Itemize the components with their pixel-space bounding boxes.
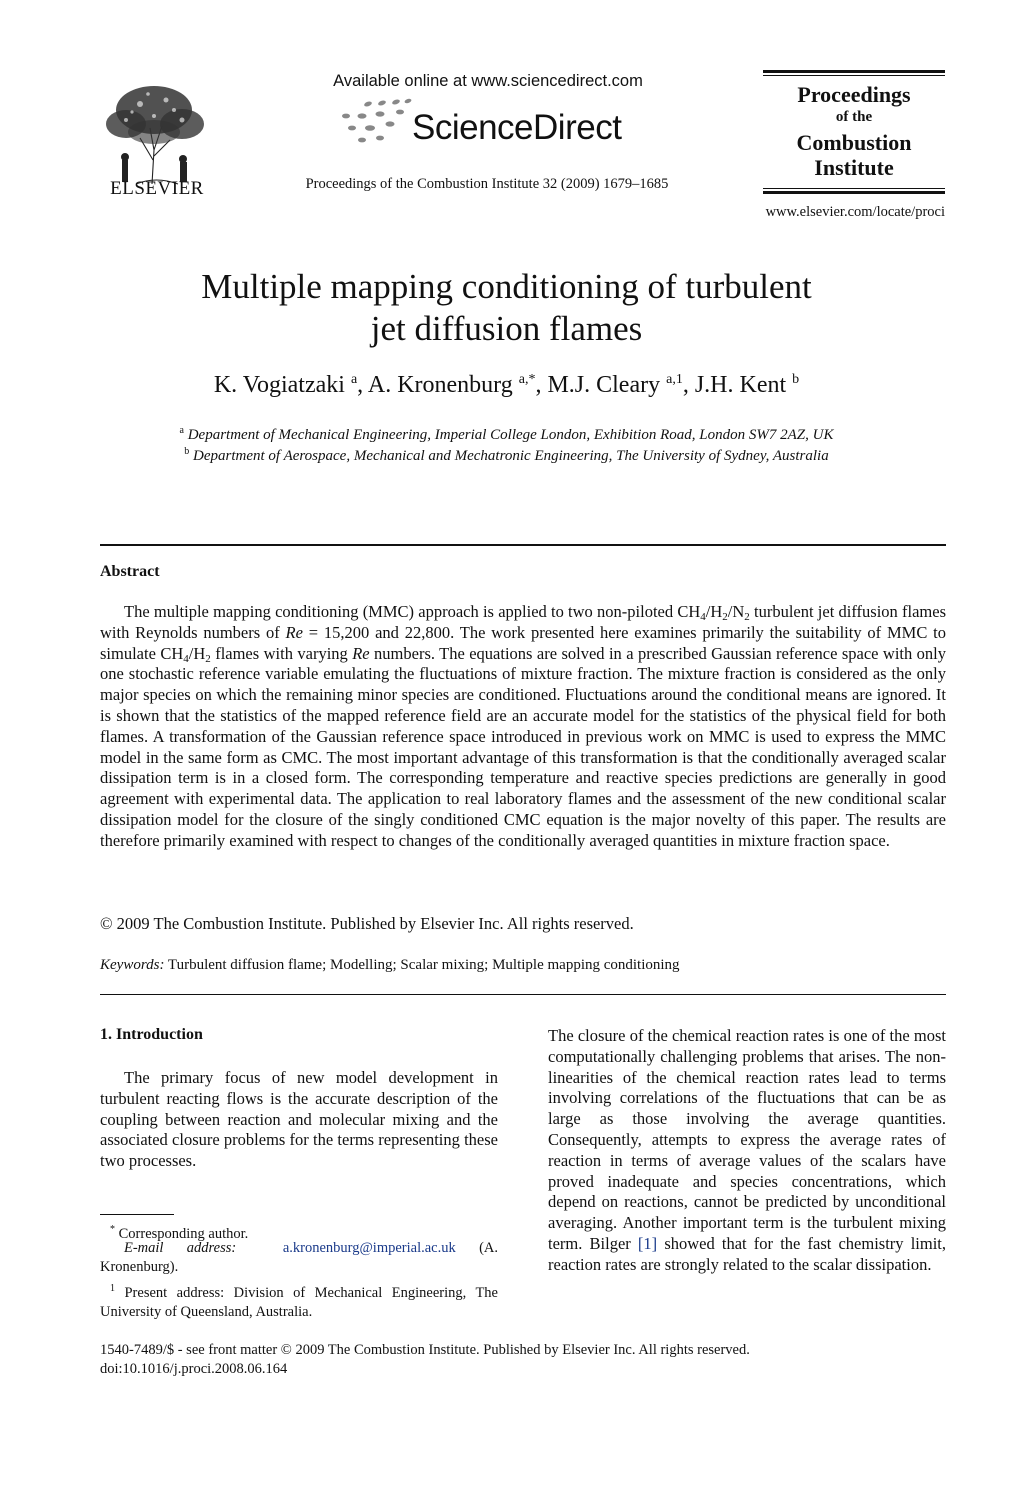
affiliation-text: Department of Aerospace, Mechanical and Mechatronic Engineering, The University of Sydney, Australia	[193, 448, 829, 464]
front-matter-footer	[100, 1341, 750, 1379]
subscript: 4	[700, 611, 706, 623]
footnote-text: Present address: Division of Mechanical Engineering, The University of Queensland, Australia.	[100, 1284, 498, 1320]
sciencedirect-dots-icon	[338, 98, 418, 146]
box-bottom-rule	[763, 191, 945, 194]
author-name: K. Vogiatzaki	[213, 372, 345, 398]
email-link[interactable]: a.kronenburg@imperial.ac.uk	[282, 1240, 456, 1256]
title-line-1: Multiple mapping conditioning of turbulent	[201, 267, 812, 306]
footnote-email	[100, 1239, 498, 1277]
author-affil-mark: b	[792, 372, 800, 387]
journal-title-box	[763, 70, 945, 194]
box-bottom-rule-thin	[763, 188, 945, 189]
keywords-text: Turbulent diffusion flame; Modelling; Scalar mixing; Multiple mapping conditioning	[164, 957, 680, 973]
abstract-bottom-rule	[100, 994, 946, 995]
abstract-text: /H	[188, 643, 206, 663]
abstract-copyright: © 2009 The Combustion Institute. Published by Elsevier Inc. All rights reserved.	[100, 914, 634, 933]
box-top-rule	[763, 70, 945, 73]
author-name: J.H. Kent	[694, 372, 787, 398]
reynolds-symbol: Re	[285, 622, 303, 642]
abstract-heading: Abstract	[100, 563, 160, 580]
journal-title	[763, 82, 945, 180]
journal-title-line2: of the	[835, 109, 873, 126]
abstract-top-rule	[100, 544, 946, 546]
footnote-mark: *	[110, 1224, 115, 1235]
abstract-text: The multiple mapping conditioning (MMC) approach is applied to two non-piloted CH	[124, 602, 701, 621]
abstract-text: /N	[727, 602, 745, 621]
keywords-label: Keywords:	[100, 957, 165, 973]
author-affil-mark: a,1	[666, 372, 683, 387]
author-affil-mark: a	[350, 372, 358, 387]
journal-title-line1: Proceedings	[797, 82, 911, 107]
abstract-text: flames with varying	[210, 643, 353, 663]
citation-link[interactable]: [1]	[637, 1233, 658, 1253]
intro-column-2	[548, 1026, 946, 1276]
keywords	[100, 957, 680, 974]
affiliation-a	[100, 425, 913, 444]
affiliation-text: Department of Mechanical Engineering, Imperial College London, Exhibition Road, London SW7 2AZ, UK	[187, 427, 834, 443]
subscript: 4	[183, 652, 189, 665]
intro-paragraph-1: The primary focus of new model development in turbulent reacting flows is the accurate description of the coupling between reaction and molecular mixing and the associated closure problems for the terms representing these two processes.	[100, 1068, 498, 1171]
subscript: 2	[205, 652, 211, 665]
journal-title-line3: Combustion	[796, 129, 912, 155]
intro-col2-text: showed that for the fast chemistry limit, reaction rates are strongly related to the scalar dissipation.	[548, 1233, 946, 1274]
intro-col2-text: The closure of the chemical reaction rates is one of the most computationally challenging problems that arises. The non-linearities of the chemical reaction rates lead to terms involving correlations of the fluctuations that can be as large as those involving the average quantities. Consequently, attempts to express the average rates of reaction in terms of average values of the scalars have proved inadequate and species concentrations, which depend on reactions, cannot be predicted by unconditional averaging. Another important term is the turbulent mixing term. Bilger	[548, 1026, 946, 1253]
abstract-body	[100, 602, 946, 852]
abstract-text: /H	[705, 602, 723, 621]
article-title	[120, 266, 893, 350]
subscript: 2	[722, 611, 728, 623]
title-line-2: jet diffusion flames	[370, 309, 643, 348]
affiliation-mark: a	[179, 425, 184, 436]
journal-title-line4: Institute	[814, 154, 894, 180]
author-name: M.J. Cleary	[547, 372, 661, 398]
doi[interactable]: doi:10.1016/j.proci.2008.06.164	[100, 1361, 288, 1377]
affiliation-b	[100, 446, 913, 465]
footnote-present-address	[100, 1279, 498, 1322]
reynolds-symbol: Re	[352, 643, 370, 663]
author-affil-mark: a,*	[518, 372, 536, 387]
email-label: E-mail address:	[124, 1240, 237, 1256]
author-separator: ,	[682, 372, 695, 398]
abstract-text: turbulent jet diffusion flames with Reynolds numbers of	[100, 602, 947, 642]
author-list	[100, 372, 913, 399]
footnote-mark: 1	[110, 1283, 115, 1294]
journal-url[interactable]: www.elsevier.com/locate/proci	[765, 204, 945, 220]
available-online-line: Available online at www.sciencedirect.com	[333, 72, 643, 90]
footnote-text: Corresponding author.	[118, 1225, 249, 1242]
box-top-rule-thin	[763, 75, 945, 76]
abstract-text: numbers. The equations are solved in a prescribed Gaussian reference space with only one stochastic reference variable emulating the fluctuations of mixture fraction. The mixture fraction is considered as the only major species on which the remaining minor species are conditioned. Fluctuations around the conditional means are ignored. It is shown that the statistics of the mapped reference field are an accurate model for the statistics of the physical field for both flames. A transformation of the Gaussian reference space introduced in previous work on MMC is used to express the MMC model in the same form as CMC. The most important advantage of this transformation is that the conditionally averaged scalar dissipation term is in a closed form. The corresponding temperature and reactive species predictions are generally in good agreement with experimental data. The application to real laboratory flames and the assessment of the new conditional scalar dissipation model for the closure of the singly conditioned CMC equation is the major novelty of this paper. The results are therefore primarily examined with respect to changes of the conditionally averaged quantities in mixture fraction space.	[100, 643, 947, 850]
sciencedirect-wordmark: ScienceDirect	[412, 108, 622, 147]
elsevier-wordmark: ELSEVIER	[110, 178, 204, 199]
author-name: A. Kronenburg	[367, 372, 513, 398]
author-separator: ,	[357, 372, 368, 398]
author-separator: ,	[535, 372, 548, 398]
section-heading-introduction: 1. Introduction	[100, 1026, 203, 1043]
issn-line: 1540-7489/$ - see front matter © 2009 The Combustion Institute. Published by Elsevier Inc. All rights reserved.	[100, 1342, 750, 1358]
affiliation-mark: b	[184, 446, 190, 457]
abstract-text: = 15,200 and 22,800. The work presented here examines primarily the suitability of MMC to simulate CH	[100, 622, 946, 663]
email-after: (A. Kronenburg).	[100, 1240, 498, 1275]
footnote-rule	[100, 1214, 174, 1215]
journal-citation-line: Proceedings of the Combustion Institute 32 (2009) 1679–1685	[305, 176, 669, 192]
subscript: 2	[744, 611, 750, 623]
